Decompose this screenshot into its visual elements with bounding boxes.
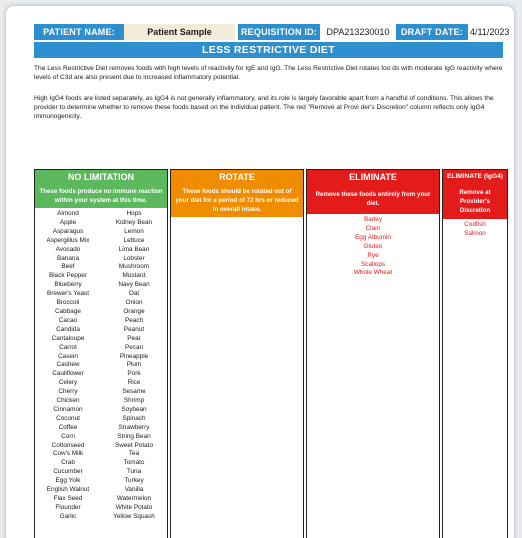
rotate-column xyxy=(170,169,304,538)
food-item: Spinach xyxy=(122,414,146,422)
no-limitation-title: NO LIMITATION xyxy=(67,172,135,182)
intro-paragraph-1: The Less Restrictive Diet removes foods with high levels of reactivity for IgE and IgG. The Less Restrictive Diet rotates foo ds with moderate IgG reactivity where levels of C3d are also present due to increased inflammatory potential. xyxy=(34,65,503,81)
food-item: Kidney Bean xyxy=(115,218,153,226)
food-item: Mushroom xyxy=(118,263,150,271)
food-item: Garlic xyxy=(59,512,77,520)
food-item: Orange xyxy=(123,307,145,315)
food-item: Salmon xyxy=(464,229,486,237)
food-item: Coconut xyxy=(56,414,80,422)
food-item: Peach xyxy=(124,316,144,324)
food-item: Egg Yolk xyxy=(55,477,81,485)
food-item: Navy Bean xyxy=(118,281,150,289)
food-item: Mustard xyxy=(122,272,146,280)
food-item: Cherry xyxy=(58,388,78,396)
food-item: Vanilla xyxy=(124,486,144,494)
food-item: Soybean xyxy=(121,405,147,413)
food-item: Plum xyxy=(126,361,142,369)
eliminate-column xyxy=(306,169,440,538)
food-item: Tomato xyxy=(123,459,145,467)
food-item: Celery xyxy=(58,379,78,387)
food-item: Shrimp xyxy=(123,397,145,405)
food-item: Aspergillus Mix xyxy=(46,236,90,244)
food-item: Crab xyxy=(61,459,75,467)
food-item: Corn xyxy=(61,432,75,440)
patient-name-label: PATIENT NAME: xyxy=(34,24,124,40)
food-item: Cabbage xyxy=(55,307,81,315)
food-item: Lettuce xyxy=(123,236,145,244)
food-item: Blueberry xyxy=(54,281,82,289)
food-item: Cow's Milk xyxy=(52,450,84,458)
food-item: Hops xyxy=(126,210,142,217)
food-item: Egg Albumin xyxy=(355,233,391,241)
requisition-id-label: REQUISITION ID: xyxy=(238,24,320,40)
food-item: Watermelon xyxy=(116,495,152,502)
food-item: Whole Wheat xyxy=(353,269,393,277)
patient-name-value: Patient Sample xyxy=(124,24,235,40)
report-page xyxy=(6,6,514,538)
food-item: Tea xyxy=(128,450,140,458)
food-item: Lobster xyxy=(123,254,145,262)
food-item: Cantaloupe xyxy=(51,334,85,342)
food-item: Rye xyxy=(367,251,379,259)
food-item: Broccoli xyxy=(56,299,80,307)
no-limitation-subtitle: These foods produce no immune reaction within your system at this time. xyxy=(39,188,163,204)
food-item: Cucumber xyxy=(53,468,83,476)
food-item: Oat xyxy=(128,290,140,298)
food-item: Rice xyxy=(127,379,141,387)
food-item: Banana xyxy=(56,254,80,262)
food-item: Lemon xyxy=(124,227,144,235)
food-item: Sweet Potato xyxy=(114,441,153,449)
food-item: Peanut xyxy=(123,325,145,333)
food-item: Carrot xyxy=(59,343,77,351)
rotate-title: ROTATE xyxy=(219,172,255,182)
requisition-id-value: DPA213230010 xyxy=(326,27,390,37)
eliminate-subtitle: Remove these foods entirely from your diet. xyxy=(307,184,439,214)
food-item: Cottonseed xyxy=(51,441,85,449)
food-item: String Bean xyxy=(117,432,151,440)
food-item: Pecan xyxy=(124,343,144,351)
no-limitation-list-right xyxy=(101,210,167,522)
food-item: Coffee xyxy=(58,423,78,431)
food-item: Flax Seed xyxy=(53,495,83,502)
food-item: English Walnut xyxy=(46,486,90,494)
food-item: Sesame xyxy=(122,388,146,396)
no-limitation-list-left xyxy=(35,210,101,522)
food-item: Pear xyxy=(127,334,141,342)
food-item: Clam xyxy=(365,224,381,232)
food-item: Pineapple xyxy=(119,352,149,360)
food-item: Strawberry xyxy=(118,423,150,431)
food-item: Beef xyxy=(61,263,75,271)
eliminate-list xyxy=(307,214,439,278)
eliminate-igg4-subtitle: Remove at Provider's Discretion xyxy=(443,184,507,219)
food-item: White Potato xyxy=(115,503,153,511)
food-item: Apple xyxy=(59,218,77,226)
eliminate-igg4-title: ELIMINATE (IgG4) xyxy=(443,170,507,184)
food-item: Casein xyxy=(58,352,78,360)
food-item: Cinnamon xyxy=(53,405,83,413)
food-item: Scallops xyxy=(360,260,386,268)
rotate-subtitle: These foods should be rotated out of your diet for a period of 72 hrs or reduced in overall intake. xyxy=(175,188,299,213)
eliminate-igg4-column xyxy=(442,169,508,538)
no-limitation-column xyxy=(34,169,168,538)
food-item: Chicken xyxy=(56,397,80,405)
food-item: Yellow Squash xyxy=(113,512,155,520)
food-item: Flounder xyxy=(55,503,81,511)
food-item: Barley xyxy=(363,216,383,223)
food-item: Codfish xyxy=(464,221,486,228)
food-item: Cauliflower xyxy=(52,370,84,378)
food-item: Asparagus xyxy=(52,227,84,235)
food-item: Cacao xyxy=(58,316,78,324)
food-item: Turkey xyxy=(124,477,144,485)
draft-date-label: DRAFT DATE: xyxy=(396,24,468,40)
food-item: Cashew xyxy=(56,361,80,369)
intro-paragraph-2: High IgG4 foods are listed separately, as IgG4 is not generally inflammatory, and its role is largely favorable apart from a handful of conditions. This allows the provider to determine whether to remove these foods based on the individual patient. The red "Remove at Provi der's Discretion" column reflects only IgG4 immunogenicity. xyxy=(34,95,494,120)
food-item: Avocado xyxy=(55,245,81,253)
page-title: LESS RESTRICTIVE DIET xyxy=(34,42,503,58)
food-item: Brewer's Yeast xyxy=(46,290,90,298)
food-item: Lima Bean xyxy=(118,245,150,253)
food-item: Pork xyxy=(127,370,141,378)
eliminate-title: ELIMINATE xyxy=(307,170,439,184)
draft-date-value: 4/11/2023 xyxy=(470,27,510,37)
food-item: Onion xyxy=(125,299,143,307)
food-item: Almond xyxy=(57,210,79,217)
eliminate-igg4-list xyxy=(443,219,507,239)
food-item: Black Pepper xyxy=(48,272,87,280)
food-item: Candida xyxy=(56,325,80,333)
food-item: Tuna xyxy=(126,468,142,476)
food-item: Gluten xyxy=(363,242,383,250)
